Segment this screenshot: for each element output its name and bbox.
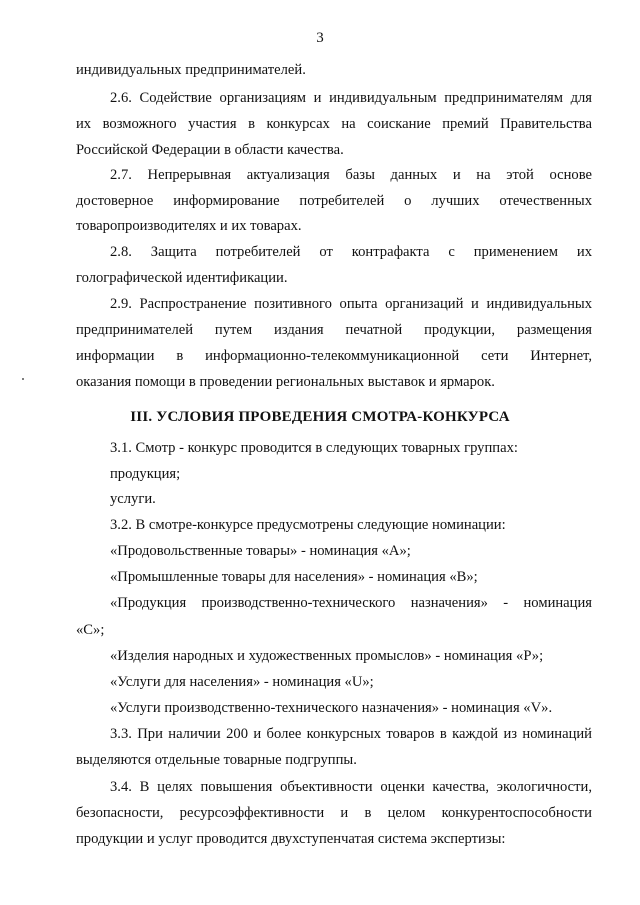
text-line: безопасности, ресурсоэффективности и в целом конкурентоспособности <box>76 805 592 821</box>
text-line: выделяются отдельные товарные подгруппы. <box>76 752 357 768</box>
text-line: 2.8. Защита потребителей от контрафакта с применением их <box>110 244 592 260</box>
text-line: их возможного участия в конкурсах на соискание премий Правительства <box>76 116 592 132</box>
text-line: услуги. <box>110 491 156 507</box>
text-line: достоверное информирование потребителей о лучших отечественных <box>76 193 592 209</box>
text-line: 3.3. При наличии 200 и более конкурсных товаров в каждой из номинаций <box>110 726 592 742</box>
text-line: «С»; <box>76 622 105 638</box>
text-line: предпринимателей путем издания печатной продукции, размещения <box>76 322 592 338</box>
text-line: 3.4. В целях повышения объективности оценки качества, экологичности, <box>110 779 592 795</box>
text-line: 3.1. Смотр - конкурс проводится в следующих товарных группах: <box>110 440 518 456</box>
text-line: товаропроизводителях и их товарах. <box>76 218 302 234</box>
text-line: «Изделия народных и художественных промыслов» - номинация «Р»; <box>110 648 544 664</box>
text-line: продукции и услуг проводится двухступенчатая система экспертизы: <box>76 831 506 847</box>
text-line: информации в информационно-телекоммуникационной сети Интернет, <box>76 348 592 364</box>
text-line: оказания помощи в проведении региональных выставок и ярмарок. <box>76 374 495 390</box>
text-line: «Продукция производственно-технического назначения» - номинация <box>110 595 592 611</box>
text-line: голографической идентификации. <box>76 270 288 286</box>
section-heading: III. УСЛОВИЯ ПРОВЕДЕНИЯ СМОТРА-КОНКУРСА <box>130 409 510 425</box>
text-line: 2.6. Содействие организациям и индивидуальным предпринимателям для <box>110 90 592 106</box>
text-line: продукция; <box>110 466 181 482</box>
text-line: «Услуги для населения» - номинация «U»; <box>110 674 374 690</box>
text-line: индивидуальных предпринимателей. <box>76 62 306 78</box>
text-line: «Продовольственные товары» - номинация «А»; <box>110 543 411 559</box>
text-line: 3.2. В смотре-конкурсе предусмотрены следующие номинации: <box>110 517 506 533</box>
text-line: 2.9. Распространение позитивного опыта организаций и индивидуальных <box>110 296 592 312</box>
text-line: «Услуги производственно-технического назначения» - номинация «V». <box>110 700 553 716</box>
text-line: Российской Федерации в области качества. <box>76 142 344 158</box>
text-line: «Промышленные товары для населения» - номинация «В»; <box>110 569 478 585</box>
text-line: 2.7. Непрерывная актуализация базы данных и на этой основе <box>110 167 592 183</box>
page-number: 3 <box>316 30 324 46</box>
scan-mark <box>22 378 24 380</box>
